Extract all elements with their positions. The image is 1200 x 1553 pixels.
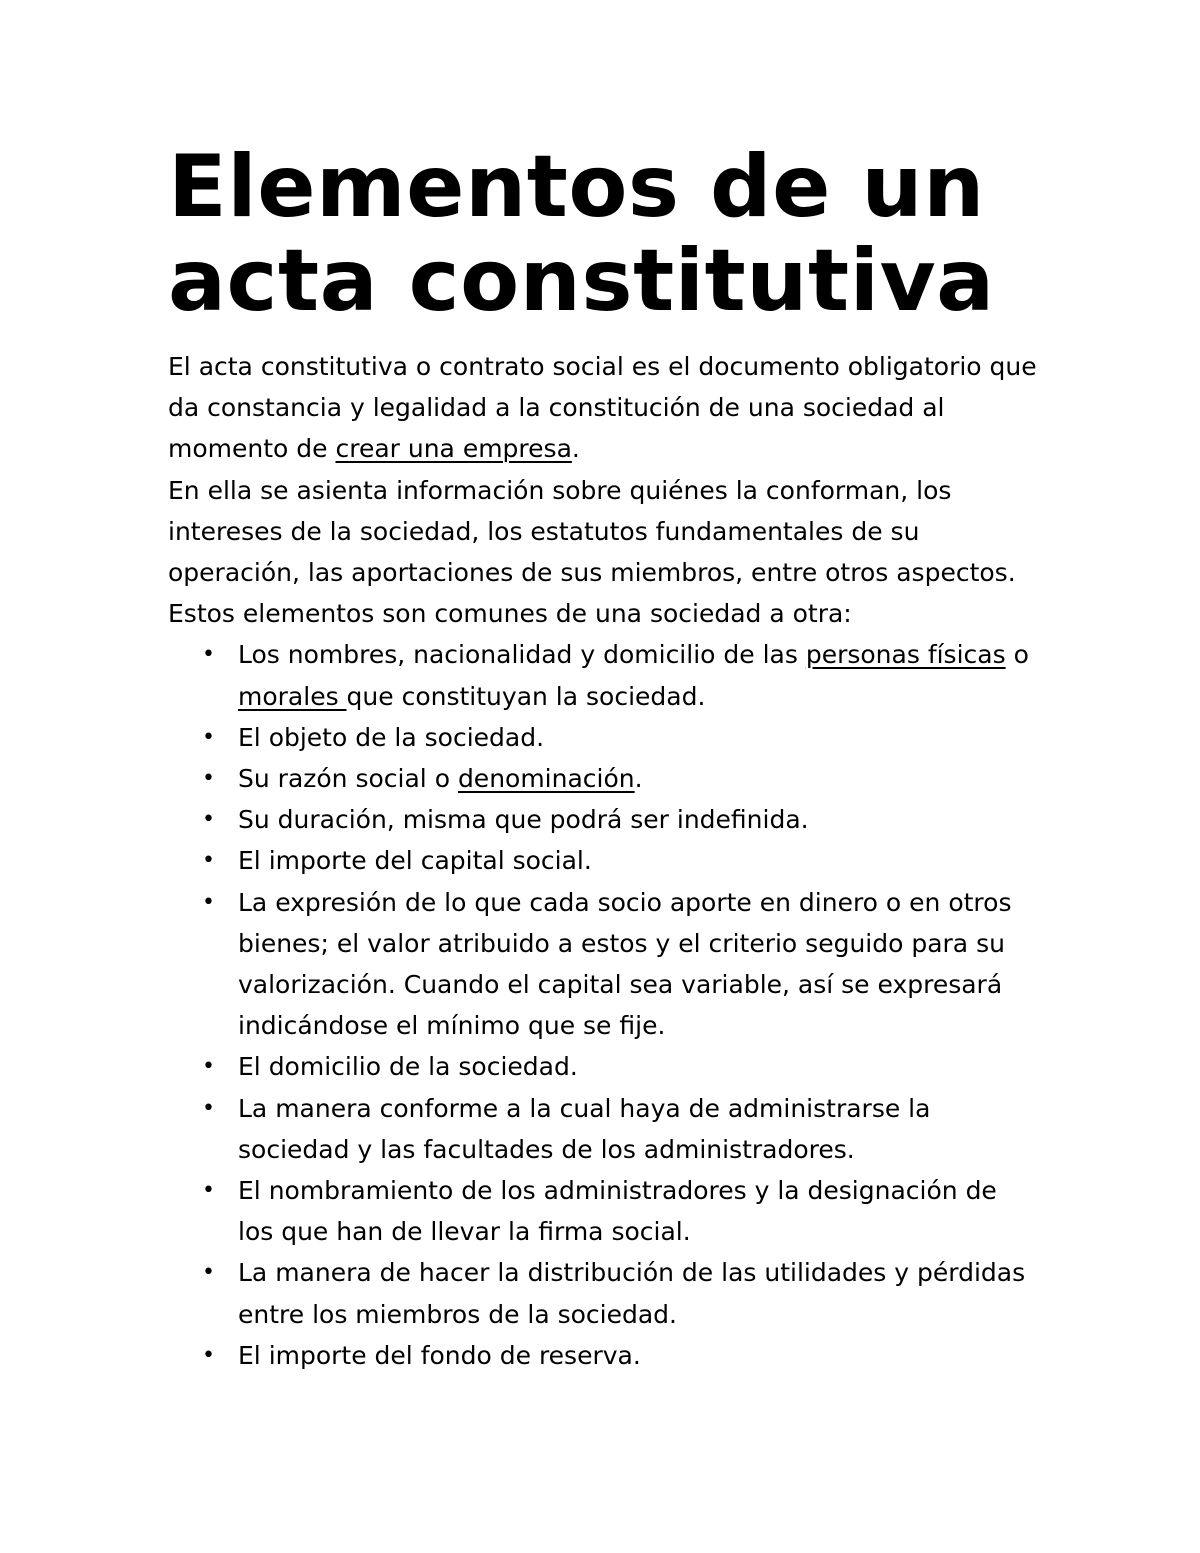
denominacion-link[interactable]: denominación xyxy=(457,764,635,794)
list-item-text: El importe del capital social. xyxy=(238,846,592,876)
morales-link[interactable]: morales xyxy=(238,681,347,711)
list-item-text: o xyxy=(1005,640,1029,670)
list-item-text: El objeto de la sociedad. xyxy=(238,722,545,752)
intro-paragraph xyxy=(168,346,1048,470)
personas-fisicas-link[interactable]: personas físicas xyxy=(805,640,1006,670)
bullet-icon: • xyxy=(202,1342,215,1368)
intro-text-end: . xyxy=(571,434,580,464)
list-item-text: El domicilio de la sociedad. xyxy=(238,1052,578,1082)
list-item xyxy=(168,634,1038,716)
document-title: Elementos de un acta constitutiva xyxy=(168,137,995,331)
list-item xyxy=(168,882,1038,1047)
list-item xyxy=(168,1252,1038,1334)
list-item xyxy=(168,840,1038,881)
list-item-text: La expresión de lo que cada socio aporte en dinero o en otros bienes; el valor atribuido a estos y el criterio seguido para su valorización. Cuando el capital sea variable, así se expresará indicándose el mínimo que se fije. xyxy=(238,887,1012,1041)
elements-list xyxy=(168,634,1048,1376)
bullet-icon: • xyxy=(202,889,215,915)
list-item-text: La manera conforme a la cual haya de administrarse la sociedad y las facultades de los administradores. xyxy=(238,1093,931,1164)
list-item-text: Su duración, misma que podrá ser indefinida. xyxy=(238,805,809,835)
list-item-text: La manera de hacer la distribución de las utilidades y pérdidas entre los miembros de la sociedad. xyxy=(238,1258,1026,1329)
list-item-text: El importe del fondo de reserva. xyxy=(238,1340,641,1370)
list-item xyxy=(168,1088,1038,1170)
list-item-text: El nombramiento de los administradores y la designación de los que han de llevar la firma social. xyxy=(238,1176,997,1247)
bullet-icon: • xyxy=(202,766,215,792)
bullet-icon: • xyxy=(202,807,215,833)
details-paragraph: En ella se asienta información sobre quiénes la conforman, los intereses de la sociedad, los estatutos fundamentales de su operación, las aportaciones de sus miembros, entre otros aspectos. xyxy=(168,475,1016,588)
document-body xyxy=(168,346,1048,1376)
list-item-text: Los nombres, nacionalidad y domicilio de las xyxy=(238,640,806,670)
bullet-icon: • xyxy=(202,848,215,874)
list-intro-paragraph: Estos elementos son comunes de una sociedad a otra: xyxy=(168,599,852,629)
bullet-icon: • xyxy=(202,1260,215,1286)
list-item-text: . xyxy=(634,764,643,794)
list-item xyxy=(168,717,1038,758)
list-item-text: que constituyan la sociedad. xyxy=(346,681,706,711)
bullet-icon: • xyxy=(202,642,215,668)
bullet-icon: • xyxy=(202,724,215,750)
list-item xyxy=(168,1170,1038,1252)
crear-una-empresa-link[interactable]: crear una empresa xyxy=(335,434,572,464)
list-item xyxy=(168,758,1038,799)
list-item xyxy=(168,1046,1038,1087)
list-item-text: Su razón social o xyxy=(238,764,458,794)
bullet-icon: • xyxy=(202,1178,215,1204)
bullet-icon: • xyxy=(202,1054,215,1080)
bullet-icon: • xyxy=(202,1095,215,1121)
list-item xyxy=(168,1335,1038,1376)
list-item xyxy=(168,799,1038,840)
document-page xyxy=(168,137,1048,1376)
intro-text: El acta constitutiva o contrato social es el documento obligatorio que da constancia y legalidad a la constitución de una sociedad al momento de xyxy=(168,352,1037,464)
